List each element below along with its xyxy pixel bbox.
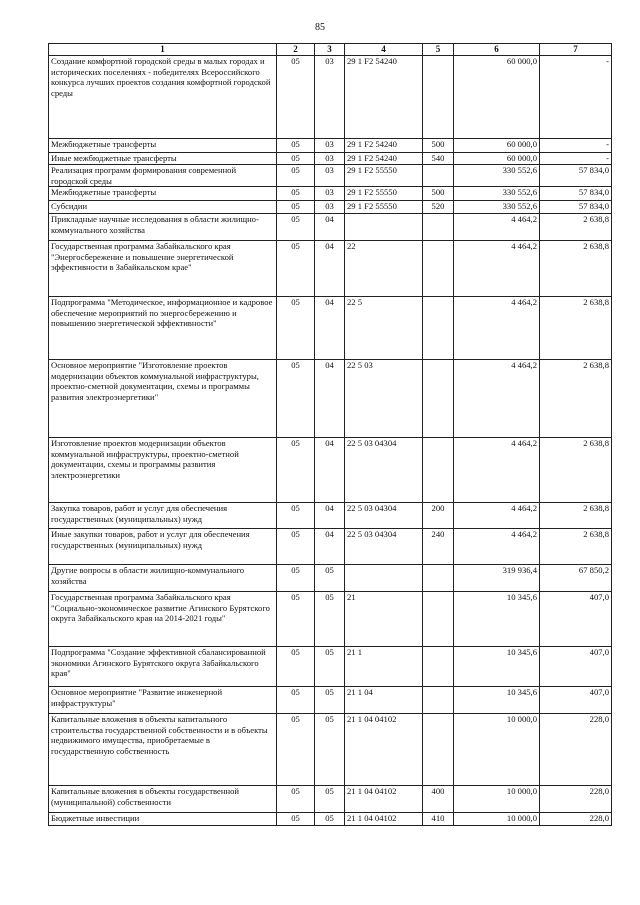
amount-year-2: 228,0 [540,786,612,813]
subsection-code: 03 [315,165,345,187]
section-code: 05 [277,714,315,786]
amount-year-1: 4 464,2 [454,529,540,565]
expense-type-code [423,297,454,360]
section-code: 05 [277,241,315,297]
header-col-6: 6 [454,44,540,56]
expense-type-code [423,165,454,187]
item-name: Капитальные вложения в объекты государственной (муниципальной) собственности [49,786,277,813]
amount-year-2: 67 850,2 [540,565,612,592]
amount-year-2: 2 638,8 [540,241,612,297]
item-name: Бюджетные инвестиции [49,813,277,826]
amount-year-2: 2 638,8 [540,503,612,529]
amount-year-1: 330 552,6 [454,201,540,214]
amount-year-1: 4 464,2 [454,438,540,503]
amount-year-2: 407,0 [540,687,612,714]
table-row [49,438,612,503]
amount-year-2: 407,0 [540,592,612,647]
header-col-3: 3 [315,44,345,56]
target-article-code: 21 1 04 [345,687,423,714]
target-article-code: 22 5 [345,297,423,360]
section-code: 05 [277,438,315,503]
amount-year-1: 60 000,0 [454,153,540,165]
amount-year-1: 4 464,2 [454,360,540,438]
item-name: Иные межбюджетные трансферты [49,153,277,165]
subsection-code: 04 [315,360,345,438]
section-code: 05 [277,153,315,165]
amount-year-2: - [540,56,612,139]
table-row [49,592,612,647]
amount-year-1: 10 000,0 [454,714,540,786]
table-row [49,529,612,565]
item-name: Другие вопросы в области жилищно-коммунального хозяйства [49,565,277,592]
target-article-code: 29 1 F2 55550 [345,165,423,187]
expense-type-code: 520 [423,201,454,214]
expense-type-code [423,714,454,786]
amount-year-2: 2 638,8 [540,360,612,438]
target-article-code: 22 5 03 04304 [345,503,423,529]
target-article-code: 29 1 F2 54240 [345,153,423,165]
table-row [49,241,612,297]
header-row [49,44,612,56]
table-row [49,153,612,165]
expense-type-code [423,592,454,647]
amount-year-1: 60 000,0 [454,56,540,139]
amount-year-1: 10 000,0 [454,813,540,826]
item-name: Прикладные научные исследования в области жилищно-коммунального хозяйства [49,214,277,241]
section-code: 05 [277,214,315,241]
amount-year-2: 407,0 [540,647,612,687]
amount-year-2: 2 638,8 [540,214,612,241]
section-code: 05 [277,813,315,826]
section-code: 05 [277,201,315,214]
expense-type-code: 240 [423,529,454,565]
page-number: 85 [315,22,325,33]
table-row [49,647,612,687]
target-article-code: 29 1 F2 55550 [345,201,423,214]
table-row [49,201,612,214]
item-name: Основное мероприятие "Изготовление проектов модернизации объектов коммунальной инфраструктуры, проектно-сметной документации, схемы и программы развития электроэнергетики" [49,360,277,438]
expense-type-code [423,565,454,592]
target-article-code: 21 1 04 04102 [345,813,423,826]
table-row [49,565,612,592]
amount-year-2: - [540,153,612,165]
item-name: Межбюджетные трансферты [49,139,277,153]
target-article-code: 21 1 [345,647,423,687]
section-code: 05 [277,647,315,687]
subsection-code: 03 [315,187,345,201]
expense-type-code [423,438,454,503]
subsection-code: 05 [315,647,345,687]
expense-type-code [423,241,454,297]
subsection-code: 05 [315,592,345,647]
expense-type-code [423,687,454,714]
section-code: 05 [277,297,315,360]
subsection-code: 05 [315,813,345,826]
amount-year-1: 10 345,6 [454,592,540,647]
target-article-code: 29 1 F2 55550 [345,187,423,201]
expense-type-code [423,56,454,139]
target-article-code [345,214,423,241]
item-name: Основное мероприятие "Развитие инженерной инфраструктуры" [49,687,277,714]
amount-year-2: 57 834,0 [540,201,612,214]
amount-year-1: 10 345,6 [454,687,540,714]
item-name: Изготовление проектов модернизации объектов коммунальной инфраструктуры, проектно-сметной документации, схемы и программы развития электроэнергетики [49,438,277,503]
section-code: 05 [277,360,315,438]
expense-type-code [423,214,454,241]
table-row [49,139,612,153]
item-name: Государственная программа Забайкальского края "Социально-экономическое развитие Агинского Бурятского округа Забайкальского края на 2014-2021 годы" [49,592,277,647]
budget-table [48,43,612,826]
subsection-code: 04 [315,438,345,503]
amount-year-1: 319 936,4 [454,565,540,592]
subsection-code: 03 [315,153,345,165]
section-code: 05 [277,165,315,187]
expense-type-code [423,647,454,687]
subsection-code: 04 [315,297,345,360]
amount-year-2: 57 834,0 [540,187,612,201]
subsection-code: 03 [315,139,345,153]
target-article-code [345,565,423,592]
target-article-code: 22 5 03 04304 [345,438,423,503]
table-row [49,786,612,813]
table-row [49,687,612,714]
amount-year-2: 2 638,8 [540,438,612,503]
item-name: Государственная программа Забайкальского края "Энергосбережение и повышение энергетической эффективности в Забайкальском крае" [49,241,277,297]
subsection-code: 03 [315,56,345,139]
header-col-5: 5 [423,44,454,56]
section-code: 05 [277,139,315,153]
subsection-code: 05 [315,687,345,714]
target-article-code: 21 1 04 04102 [345,786,423,813]
table-row [49,813,612,826]
expense-type-code: 400 [423,786,454,813]
amount-year-2: 2 638,8 [540,529,612,565]
subsection-code: 05 [315,714,345,786]
header-col-1: 1 [49,44,277,56]
section-code: 05 [277,786,315,813]
item-name: Субсидии [49,201,277,214]
item-name: Закупка товаров, работ и услуг для обеспечения государственных (муниципальных) нужд [49,503,277,529]
amount-year-1: 4 464,2 [454,503,540,529]
table-row [49,187,612,201]
section-code: 05 [277,687,315,714]
table-row [49,297,612,360]
item-name: Иные закупки товаров, работ и услуг для обеспечения государственных (муниципальных) нужд [49,529,277,565]
table-row [49,360,612,438]
expense-type-code: 200 [423,503,454,529]
section-code: 05 [277,529,315,565]
amount-year-2: 2 638,8 [540,297,612,360]
target-article-code: 21 1 04 04102 [345,714,423,786]
expense-type-code [423,360,454,438]
amount-year-1: 4 464,2 [454,214,540,241]
amount-year-2: 228,0 [540,714,612,786]
header-col-7: 7 [540,44,612,56]
table-row [49,503,612,529]
expense-type-code: 500 [423,187,454,201]
table-row [49,56,612,139]
amount-year-1: 4 464,2 [454,297,540,360]
amount-year-1: 4 464,2 [454,241,540,297]
subsection-code: 04 [315,529,345,565]
amount-year-1: 10 000,0 [454,786,540,813]
subsection-code: 04 [315,241,345,297]
section-code: 05 [277,187,315,201]
table-row [49,165,612,187]
expense-type-code: 500 [423,139,454,153]
target-article-code: 29 1 F2 54240 [345,56,423,139]
expense-type-code: 410 [423,813,454,826]
table-row [49,214,612,241]
header-col-4: 4 [345,44,423,56]
table-row [49,714,612,786]
section-code: 05 [277,565,315,592]
amount-year-1: 60 000,0 [454,139,540,153]
target-article-code: 21 [345,592,423,647]
amount-year-2: 57 834,0 [540,165,612,187]
header-col-2: 2 [277,44,315,56]
item-name: Капитальные вложения в объекты капитального строительства государственной собственности и в объекты недвижимого имущества, приобретаемые в государственную собственность [49,714,277,786]
section-code: 05 [277,592,315,647]
item-name: Подпрограмма "Методическое, информационное и кадровое обеспечение мероприятий по энергосбережению и повышению энергетической эффективности" [49,297,277,360]
amount-year-2: 228,0 [540,813,612,826]
subsection-code: 04 [315,214,345,241]
subsection-code: 03 [315,201,345,214]
target-article-code: 22 5 03 [345,360,423,438]
item-name: Создание комфортной городской среды в малых городах и исторических поселениях - победителях Всероссийского конкурса лучших проектов создания комфортной городской среды [49,56,277,139]
item-name: Подпрограмма "Создание эффективной сбалансированной экономики Агинского Бурятского округа Забайкальского края" [49,647,277,687]
section-code: 05 [277,56,315,139]
subsection-code: 04 [315,503,345,529]
amount-year-1: 330 552,6 [454,165,540,187]
item-name: Реализация программ формирования современной городской среды [49,165,277,187]
target-article-code: 22 [345,241,423,297]
target-article-code: 29 1 F2 54240 [345,139,423,153]
amount-year-1: 10 345,6 [454,647,540,687]
item-name: Межбюджетные трансферты [49,187,277,201]
subsection-code: 05 [315,565,345,592]
target-article-code: 22 5 03 04304 [345,529,423,565]
amount-year-2: - [540,139,612,153]
expense-type-code: 540 [423,153,454,165]
amount-year-1: 330 552,6 [454,187,540,201]
section-code: 05 [277,503,315,529]
subsection-code: 05 [315,786,345,813]
